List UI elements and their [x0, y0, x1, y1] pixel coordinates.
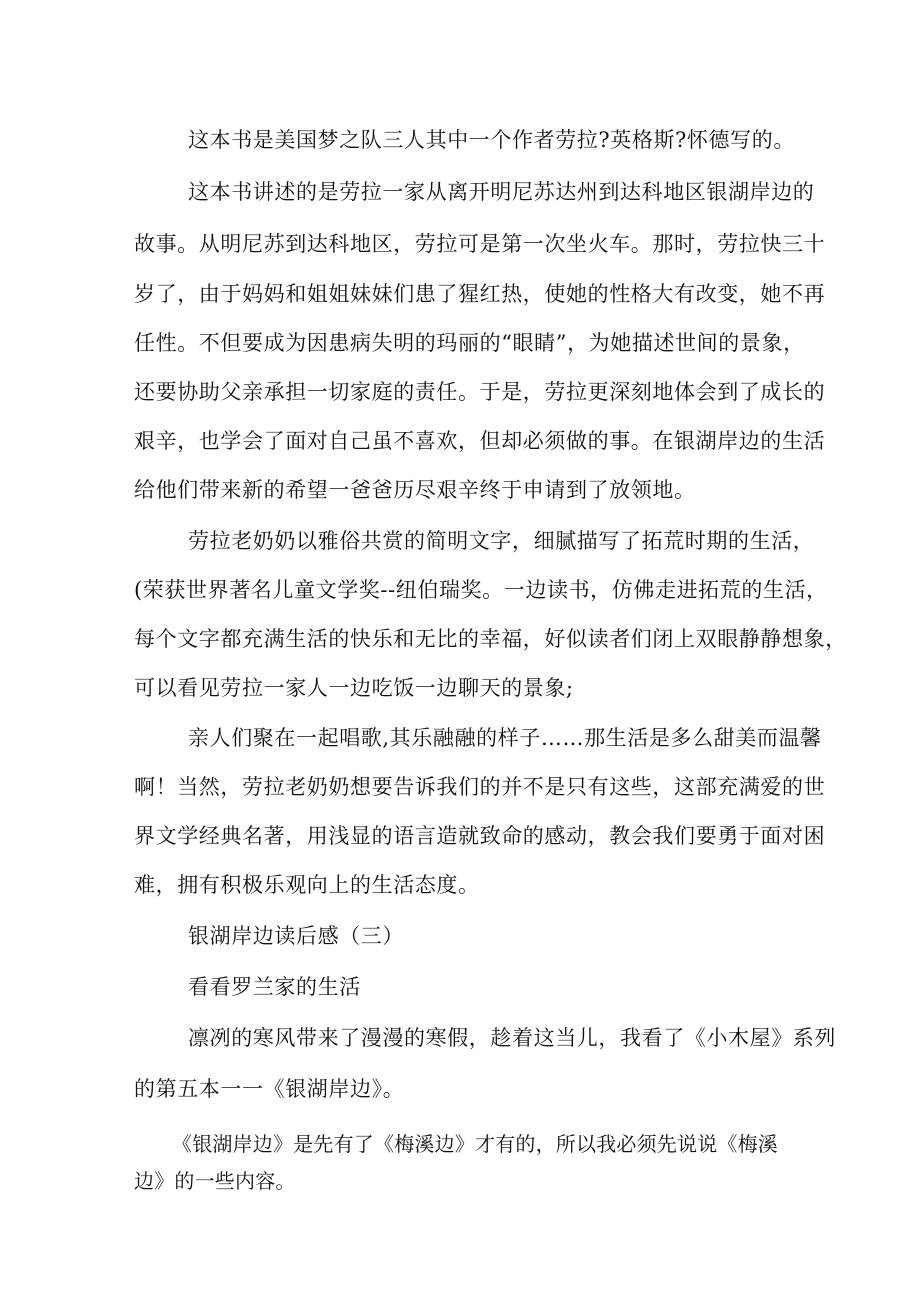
paragraph-2-line-7: 给他们带来新的希望一爸爸历尽艰辛终于申请到了放领地。 — [134, 478, 696, 502]
paragraph-4-line-1: 亲人们聚在一起唱歌,其乐融融的样子……那生活是多么甜美而温馨 — [188, 726, 822, 750]
paragraph-4-line-3: 界文学经典名著，用浅显的语言造就致命的感动，教会我们要勇于面对困 — [134, 824, 826, 848]
paragraph-2-line-2: 故事。从明尼苏到达科地区，劳拉可是第一次坐火车。那时，劳拉快三十 — [134, 232, 826, 256]
paragraph-2-line-6: 艰辛，也学会了面对自己虽不喜欢，但却必须做的事。在银湖岸边的生活 — [134, 429, 826, 453]
paragraph-7-line-2: 的第五本一一《银湖岸边》。 — [134, 1077, 405, 1101]
paragraph-4-line-4: 难，拥有积极乐观向上的生活态度。 — [134, 873, 480, 897]
paragraph-3-line-4: 可以看见劳拉一家人一边吃饭一边聊天的景象; — [134, 676, 574, 700]
paragraph-3-line-2: (荣获世界著名儿童文学奖--纽伯瑞奖。一边读书，仿佛走进拓荒的生活， — [134, 578, 828, 602]
paragraph-2-line-4: 任性。不但要成为因患病失明的玛丽的“眼睛”，为她描述世间的景象， — [134, 331, 805, 355]
paragraph-4-line-2: 啊！当然，劳拉老奶奶想要告诉我们的并不是只有这些，这部充满爱的世 — [134, 775, 826, 799]
paragraph-2-line-1: 这本书讲述的是劳拉一家从离开明尼苏达州到达科地区银湖岸边的 — [188, 180, 815, 204]
paragraph-8-line-1: 《银湖岸边》是先有了《梅溪边》才有的，所以我必须先说说《梅溪 — [172, 1132, 778, 1156]
paragraph-2-line-5: 还要协助父亲承担一切家庭的责任。于是，劳拉更深刻地体会到了成长的 — [134, 380, 826, 404]
paragraph-2-line-3: 岁了，由于妈妈和姐姐妹妹们患了猩红热，使她的性格大有改变，她不再 — [134, 282, 826, 306]
paragraph-3-line-1: 劳拉老奶奶以雅俗共赏的简明文字，细腻描写了拓荒时期的生活， — [188, 529, 815, 553]
paragraph-7-line-1: 凛冽的寒风带来了漫漫的寒假，趁着这当儿，我看了《小木屋》系列 — [188, 1026, 836, 1050]
paragraph-3-line-3: 每个文字都充满生活的快乐和无比的幸福，好似读者们闭上双眼静静想象， — [134, 627, 847, 651]
paragraph-1-line-1: 这本书是美国梦之队三人其中一个作者劳拉?英格斯?怀德写的。 — [188, 128, 795, 152]
section-subtitle: 看看罗兰家的生活 — [188, 975, 361, 999]
section-heading: 银湖岸边读后感（三） — [188, 924, 404, 948]
paragraph-8-line-2: 边》的一些内容。 — [134, 1169, 296, 1193]
